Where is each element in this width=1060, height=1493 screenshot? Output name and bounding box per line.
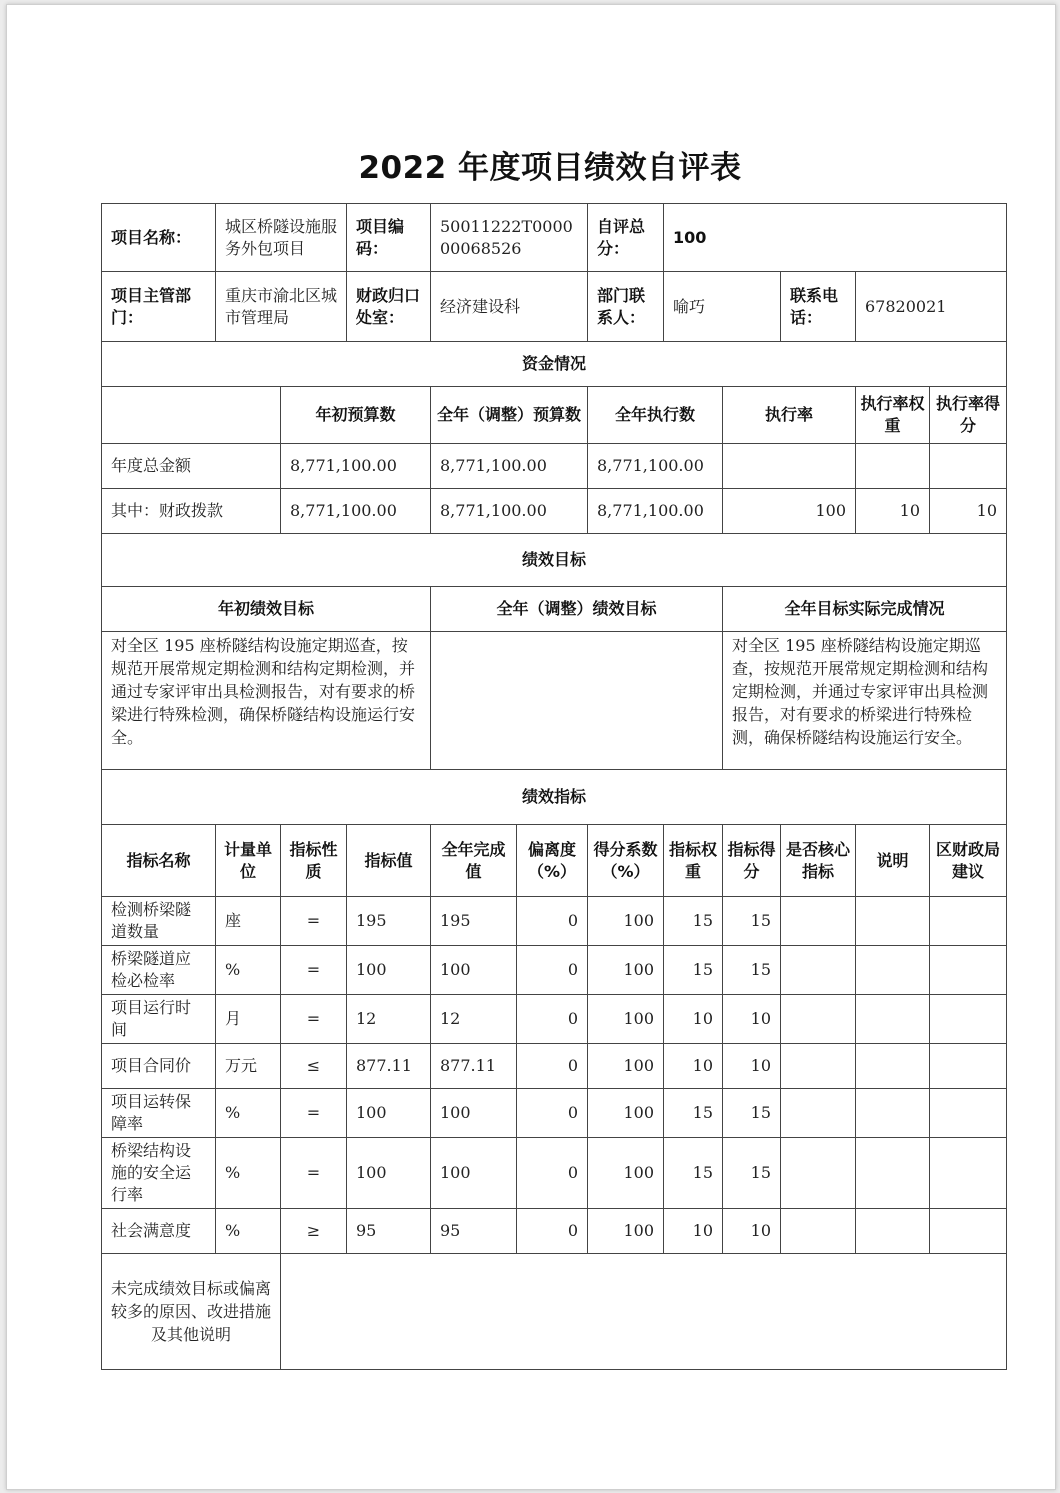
indicator-cell	[781, 897, 856, 946]
ind-header-unit: 计量单位	[216, 825, 281, 897]
goals-header-initial: 年初绩效目标	[102, 587, 431, 632]
funds-cell: 8,771,100.00	[431, 489, 588, 534]
indicator-cell	[781, 995, 856, 1044]
indicator-cell: 0	[517, 995, 588, 1044]
indicator-cell: 100	[347, 1138, 431, 1209]
project-name-label: 项目名称：	[102, 204, 216, 272]
indicator-cell	[856, 1044, 930, 1089]
indicator-cell: 万元	[216, 1044, 281, 1089]
indicator-cell: 100	[347, 1089, 431, 1138]
indicator-cell	[856, 897, 930, 946]
goals-content-row	[102, 632, 1007, 770]
funds-header-executed: 全年执行数	[588, 387, 723, 444]
funds-row	[102, 489, 1007, 534]
funds-section-title: 资金情况	[102, 342, 1007, 387]
indicator-cell: %	[216, 1089, 281, 1138]
indicator-cell: 100	[431, 1089, 517, 1138]
page-title: 2022 年度项目绩效自评表	[358, 150, 742, 186]
indicator-cell: 项目合同价	[102, 1044, 216, 1089]
indicator-cell: 100	[588, 897, 664, 946]
indicator-cell: =	[281, 946, 347, 995]
goals-actual-text: 对全区 195 座桥隧结构设施定期巡查，按规范开展常规定期检测和结构定期检测，并通过专家评审出具检测报告，对有要求的桥梁进行特殊检测，确保桥隧结构设施运行安全。	[723, 632, 1007, 770]
project-code-value: 50011222T000000068526	[431, 204, 588, 272]
funds-cell	[723, 444, 856, 489]
indicator-cell: 10	[664, 1209, 723, 1254]
funds-cell	[930, 444, 1007, 489]
funds-cell	[856, 444, 930, 489]
indicator-cell	[930, 897, 1007, 946]
indicator-cell: 10	[664, 995, 723, 1044]
indicator-cell: =	[281, 897, 347, 946]
funds-header-exec-rate: 执行率	[723, 387, 856, 444]
contact-value: 喻巧	[664, 272, 781, 342]
remarks-value	[281, 1254, 1007, 1370]
indicator-cell: 0	[517, 1089, 588, 1138]
funds-header-adjusted-budget: 全年（调整）预算数	[431, 387, 588, 444]
funds-cell: 8,771,100.00	[588, 444, 723, 489]
performance-table	[101, 203, 1007, 1370]
goals-header-adjusted: 全年（调整）绩效目标	[431, 587, 723, 632]
indicator-cell	[781, 1138, 856, 1209]
indicator-cell: 10	[723, 1209, 781, 1254]
indicators-body	[102, 897, 1007, 1254]
ind-header-target: 指标值	[347, 825, 431, 897]
indicator-cell: 0	[517, 946, 588, 995]
dept-label: 项目主管部门：	[102, 272, 216, 342]
indicator-cell: 100	[588, 1209, 664, 1254]
funds-cell: 8,771,100.00	[281, 444, 431, 489]
indicator-row	[102, 995, 1007, 1044]
indicator-cell	[930, 1089, 1007, 1138]
ind-header-completed: 全年完成值	[431, 825, 517, 897]
indicator-cell: 15	[664, 1089, 723, 1138]
goals-header-actual: 全年目标实际完成情况	[723, 587, 1007, 632]
ind-header-score: 指标得分	[723, 825, 781, 897]
indicator-cell: 877.11	[347, 1044, 431, 1089]
indicator-cell: %	[216, 1138, 281, 1209]
office-value: 经济建设科	[431, 272, 588, 342]
indicator-cell: ≥	[281, 1209, 347, 1254]
remarks-row	[102, 1254, 1007, 1370]
indicator-cell: 项目运转保障率	[102, 1089, 216, 1138]
office-label: 财政归口处室：	[347, 272, 431, 342]
indicator-cell	[930, 1044, 1007, 1089]
indicator-cell: 12	[347, 995, 431, 1044]
indicator-cell	[856, 946, 930, 995]
indicator-cell	[856, 995, 930, 1044]
info-row-2	[102, 272, 1007, 342]
indicator-cell	[856, 1209, 930, 1254]
indicator-cell: 0	[517, 1138, 588, 1209]
self-score-label: 自评总分：	[588, 204, 664, 272]
indicator-row	[102, 1044, 1007, 1089]
indicator-cell	[781, 946, 856, 995]
indicator-cell: 877.11	[431, 1044, 517, 1089]
funds-header-initial-budget: 年初预算数	[281, 387, 431, 444]
indicator-cell: 95	[431, 1209, 517, 1254]
funds-cell: 8,771,100.00	[588, 489, 723, 534]
ind-header-core: 是否核心指标	[781, 825, 856, 897]
indicator-row	[102, 1209, 1007, 1254]
funds-cell: 10	[930, 489, 1007, 534]
ind-header-deviation: 偏离度（%）	[517, 825, 588, 897]
project-code-label: 项目编码：	[347, 204, 431, 272]
goals-adjusted-text	[431, 632, 723, 770]
indicator-cell: 100	[431, 946, 517, 995]
indicator-cell: 0	[517, 1209, 588, 1254]
indicator-cell	[781, 1044, 856, 1089]
indicator-cell: 桥梁结构设施的安全运行率	[102, 1138, 216, 1209]
indicator-cell: 0	[517, 897, 588, 946]
indicator-cell: 15	[664, 946, 723, 995]
indicator-cell	[856, 1089, 930, 1138]
funds-cell: 10	[856, 489, 930, 534]
indicator-cell: 10	[723, 1044, 781, 1089]
indicator-cell: 10	[664, 1044, 723, 1089]
ind-header-name: 指标名称	[102, 825, 216, 897]
ind-header-nature: 指标性质	[281, 825, 347, 897]
contact-label: 部门联系人：	[588, 272, 664, 342]
indicator-cell: 100	[347, 946, 431, 995]
phone-label: 联系电话：	[781, 272, 856, 342]
funds-header-rate-weight: 执行率权重	[856, 387, 930, 444]
indicator-cell	[930, 946, 1007, 995]
indicator-cell	[930, 995, 1007, 1044]
ind-header-coefficient: 得分系数（%）	[588, 825, 664, 897]
indicator-cell: %	[216, 1209, 281, 1254]
funds-section-row	[102, 342, 1007, 387]
goals-initial-text: 对全区 195 座桥隧结构设施定期巡查，按规范开展常规定期检测和结构定期检测，并通过专家评审出具检测报告，对有要求的桥梁进行特殊检测，确保桥隧结构设施运行安全。	[102, 632, 431, 770]
funds-cell: 年度总金额	[102, 444, 281, 489]
funds-row	[102, 444, 1007, 489]
indicator-cell: 100	[588, 946, 664, 995]
goals-header-row	[102, 587, 1007, 632]
goals-section-title: 绩效目标	[102, 534, 1007, 587]
indicator-cell: 15	[664, 897, 723, 946]
funds-header-blank	[102, 387, 281, 444]
indicator-cell: 10	[723, 995, 781, 1044]
indicator-cell: %	[216, 946, 281, 995]
indicator-cell	[930, 1209, 1007, 1254]
indicator-cell: 195	[347, 897, 431, 946]
ind-header-note: 说明	[856, 825, 930, 897]
indicator-cell: 社会满意度	[102, 1209, 216, 1254]
indicator-cell: 检测桥梁隧道数量	[102, 897, 216, 946]
indicator-cell: 12	[431, 995, 517, 1044]
indicator-cell: 桥梁隧道应检必检率	[102, 946, 216, 995]
remarks-label: 未完成绩效目标或偏离较多的原因、改进措施及其他说明	[102, 1254, 281, 1370]
indicator-cell: 95	[347, 1209, 431, 1254]
indicator-cell	[781, 1089, 856, 1138]
funds-cell: 8,771,100.00	[431, 444, 588, 489]
info-row-1	[102, 204, 1007, 272]
indicator-cell: ≤	[281, 1044, 347, 1089]
project-name-value: 城区桥隧设施服务外包项目	[216, 204, 347, 272]
indicator-cell: 100	[588, 1089, 664, 1138]
phone-value: 67820021	[856, 272, 1007, 342]
indicator-row	[102, 946, 1007, 995]
indicator-cell	[856, 1138, 930, 1209]
dept-value: 重庆市渝北区城市管理局	[216, 272, 347, 342]
indicator-row	[102, 897, 1007, 946]
indicator-row	[102, 1138, 1007, 1209]
indicator-cell: =	[281, 1138, 347, 1209]
indicator-cell: 100	[588, 1138, 664, 1209]
goals-section-row	[102, 534, 1007, 587]
indicator-cell: 100	[588, 1044, 664, 1089]
indicators-section-title: 绩效指标	[102, 770, 1007, 825]
indicator-cell: 100	[588, 995, 664, 1044]
indicator-cell: 15	[723, 946, 781, 995]
indicator-cell: 195	[431, 897, 517, 946]
funds-cell: 其中：财政拨款	[102, 489, 281, 534]
indicator-cell: =	[281, 995, 347, 1044]
indicator-row	[102, 1089, 1007, 1138]
indicator-cell: 项目运行时间	[102, 995, 216, 1044]
funds-header-rate-score: 执行率得分	[930, 387, 1007, 444]
indicator-cell: 15	[723, 1089, 781, 1138]
ind-header-advice: 区财政局建议	[930, 825, 1007, 897]
self-score-value: 100	[664, 204, 1007, 272]
indicator-cell: 0	[517, 1044, 588, 1089]
indicator-cell	[781, 1209, 856, 1254]
indicator-cell: 100	[431, 1138, 517, 1209]
indicator-cell: 15	[723, 1138, 781, 1209]
indicator-cell: 15	[664, 1138, 723, 1209]
funds-cell: 8,771,100.00	[281, 489, 431, 534]
indicators-section-row	[102, 770, 1007, 825]
funds-cell: 100	[723, 489, 856, 534]
funds-header-row	[102, 387, 1007, 444]
indicator-cell: 月	[216, 995, 281, 1044]
indicator-cell: =	[281, 1089, 347, 1138]
ind-header-weight: 指标权重	[664, 825, 723, 897]
indicator-cell	[930, 1138, 1007, 1209]
indicator-cell: 座	[216, 897, 281, 946]
indicator-cell: 15	[723, 897, 781, 946]
indicators-header-row	[102, 825, 1007, 897]
